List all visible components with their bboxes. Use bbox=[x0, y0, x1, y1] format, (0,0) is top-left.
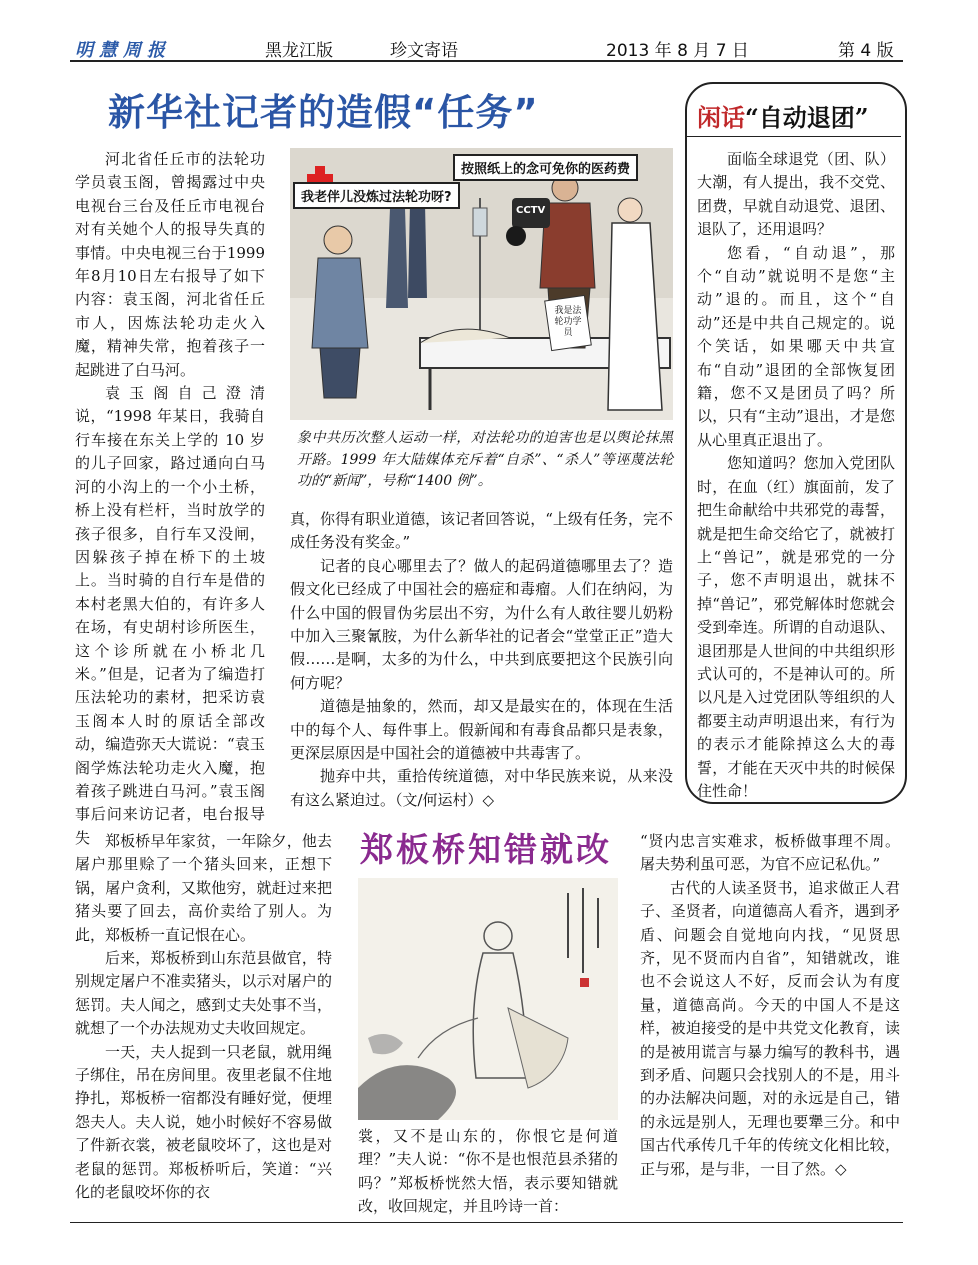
footer-rule bbox=[70, 1222, 903, 1223]
article2-paragraph: 裳，又不是山东的，你恨它是何道理？”夫人说：“你不是也恨范县杀猪的吗？”郑板桥恍然大悟，表示要知错就改，收回规定，并且吟诗一首： bbox=[358, 1127, 618, 1216]
article2-middle-column bbox=[358, 1125, 618, 1219]
article1-paragraph: 抛弃中共，重拾传统道德，对中华民族来说，从来没有这么紧迫过。（文/何运村）◇ bbox=[290, 767, 673, 809]
sidebar-title-rule bbox=[687, 136, 901, 137]
speech-bubble-woman: 我老伴儿没炼过法轮功呀? bbox=[293, 182, 460, 209]
article1-paragraph: 记者的良心哪里去了？做人的起码道德哪里去了？造假文化已经成了中国社会的癌症和毒瘤。人们在纳闷，为什么中国的假冒伪劣层出不穷，为什么有人敢往婴儿奶粉中加入三聚氰胺，为什么新华社的记者会“堂堂正正”造大假……是啊，太多的为什么，中共到底要把这个民族引向何方呢？ bbox=[290, 556, 673, 692]
cartoon-illustration bbox=[290, 148, 673, 420]
cartoon-caption: 象中共历次整人运动一样，对法轮功的迫害也是以舆论抹黑开路。1999 年大陆媒体充斥着“自杀”、“杀人”等诬蔑法轮功的“新闻”，号称“1400 例”。 bbox=[297, 430, 673, 489]
article2-paragraph: 郑板桥早年家贫，一年除夕，他去屠户那里赊了一个猪头回来，正想下锅，屠户贪利，又欺他穷，就赶过来把猪头要了回去，高价卖给了别人。为此，郑板桥一直记恨在心。 bbox=[75, 832, 332, 944]
article2-paragraph: 一天，夫人捉到一只老鼠，就用绳子绑住，吊在房间里。夜里老鼠不住地挣扎，郑板桥一宿都没有睡好觉，便埋怨夫人。夫人说，她小时候好不容易做了件新衣裳，被老鼠咬坏了，这也是对老鼠的惩罚。郑板桥听后，笑道：“兴化的老鼠咬坏你的衣 bbox=[75, 1042, 332, 1202]
edition-label: 黑龙江版 bbox=[265, 41, 333, 61]
article2-title: 郑板桥知错就改 bbox=[360, 830, 612, 869]
issue-date: 2013 年 8 月 7 日 bbox=[606, 41, 749, 61]
camera-logo: CCTV bbox=[516, 205, 546, 216]
masthead: 明慧周报 bbox=[75, 40, 171, 61]
article2-paragraph: 后来，郑板桥到山东范县做官，特别规定屠户不准卖猪头，以示对屠户的惩罚。夫人闻之，感到丈夫处事不当，就想了一个办法规劝丈夫收回规定。 bbox=[75, 949, 332, 1038]
article1-left-column bbox=[75, 148, 265, 850]
header-rule bbox=[70, 60, 903, 62]
article1-title: 新华社记者的造假“任务” bbox=[108, 91, 539, 134]
article2-right-column bbox=[640, 830, 900, 1181]
article1-paragraph: 袁玉阁自己澄清说，“1998 年某日，我骑自行车接在东关上学的 10 岁的儿子回家，路过通向白马河的小沟上的一个小土桥，桥上没有栏杆，当时放学的孩子很多，自行车又没闸，因躲孩子掉在桥下的土坡上。当时骑的自行车是借的本村老黑大伯的，有许多人在场，有史胡村诊所医生，这个诊所就在小桥北几米。”但是，记者为了编造打压法轮功的素材，把采访袁玉阁本人时的原话全部改动，编造弥天大谎说：“袁玉阁学炼法轮功走火入魔，抱着孩子跳进白马河。”袁玉阁事后问来访记者，电台报导失 bbox=[75, 384, 265, 847]
article2-paragraph: 古代的人读圣贤书，追求做正人君子、圣贤者，向道德高人看齐，遇到矛盾、问题会自觉地向内找，“见贤思齐，见不贤而内自省”，知错就改，谁也不会说这人不好，反而会认为有度量，道德高尚。今天的中国人不是这样，被迫接受的是中共党文化教育，读的是被用谎言与暴力编写的教科书，遇到矛盾、问题只会找别人的不是，用斗的办法解决问题，对的永远是自己，错的永远是别人，无理也要犟三分。和中国古代承传几千年的传统文化相比较，正与邪，是与非，一目了然。◇ bbox=[640, 878, 900, 1178]
article1-paragraph: 河北省任丘市的法轮功学员袁玉阁，曾揭露过中央电视台三台及任丘市电视台对有关她个人的报导失真的事情。中央电视三台于1999年8月10日左右报导了如下内容：袁玉阁，河北省任丘市人，因炼法轮功走火入魔，精神失常，抱着孩子一起跳进了白马河。 bbox=[75, 150, 265, 379]
painting-drawing bbox=[358, 878, 618, 1120]
sidebar-heading: “自动退团” bbox=[745, 103, 869, 132]
page-number: 第 4 版 bbox=[838, 41, 894, 61]
article1-paragraph: 真，你得有职业道德，该记者回答说，“上级有任务，完不成任务没有奖金。” bbox=[290, 510, 673, 552]
sidebar-paragraph: 面临全球退党（团、队）大潮，有人提出，我不交党、团费，早就自动退党、退团、退队了，还用退吗？ bbox=[697, 150, 895, 239]
sidebar-paragraph: 您看，“自动退”，那个“自动”就说明不是您“主动”退的。而且，这个“自动”还是中共自己规定的。说个笑话，如果哪天中共宣布“自动”退团的全部恢复团籍，您不又是团员了吗？所以，只有“主动”退出，才是您从心里真正退出了。 bbox=[697, 243, 895, 449]
speech-bubble-reporter: 按照纸上的念可免你的医药费 bbox=[453, 154, 638, 181]
sidebar-column bbox=[697, 148, 895, 803]
article1-paragraph: 道德是抽象的，然而，却又是最实在的，体现在生活中的每个人、每件事上。假新闻和有毒食品都只是表象，更深层原因是中国社会的道德被中共毒害了。 bbox=[290, 697, 673, 763]
cartoon-sign: 我是法轮功学员 bbox=[554, 306, 582, 338]
article2-left-column bbox=[75, 830, 332, 1205]
sidebar-paragraph: 您知道吗？您加入党团队时，在血（红）旗面前，发了把生命献给中共邪党的毒誓，就是把生命交给它了，就被打上“兽记”，就是邪党的一分子，您不声明退出，就抹不掉“兽记”，邪党解体时您就会受到牵连。所谓的自动退队、退团那是人世间的中共组织形式认可的，不是神认可的。所以凡是入过党团队等组织的人都要主动声明退出来，有行为的表示才能除掉这么大的毒誓，才能在天灭中共的时候保住性命！ bbox=[697, 454, 895, 800]
section-label: 珍文寄语 bbox=[390, 41, 458, 61]
article1-right-column bbox=[290, 508, 673, 812]
sidebar-tag: 闲话 bbox=[697, 103, 745, 132]
article2-paragraph: “贤内忠言实难求，板桥做事理不周。屠夫势利虽可恶，为官不应记私仇。” bbox=[640, 832, 900, 874]
sidebar-title bbox=[697, 98, 869, 133]
painting-illustration bbox=[358, 878, 618, 1120]
